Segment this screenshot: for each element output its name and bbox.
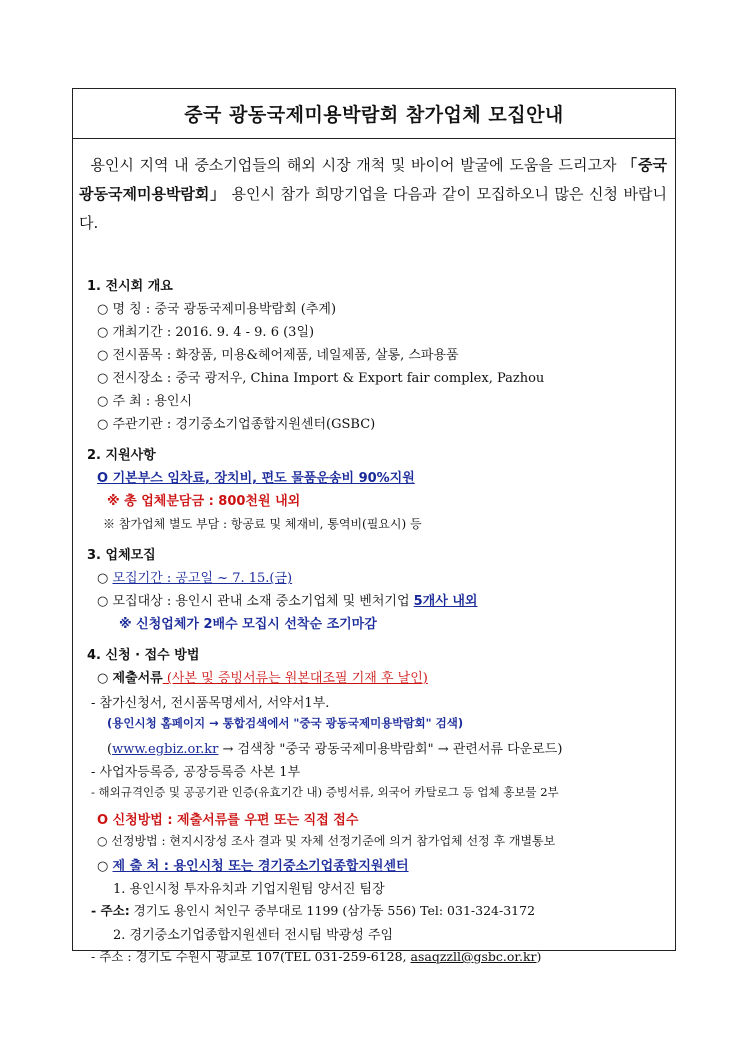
contact-email[interactable]: asaqzzll@gsbc.or.kr bbox=[410, 949, 537, 964]
submission-place: 제 출 처 : 용인시청 또는 경기중소기업종합지원센터 bbox=[112, 859, 409, 874]
doc2: - 사업자등록증, 공장등록증 사본 1부 bbox=[91, 765, 301, 780]
s1-item-products: ○ 전시품목 : 화장품, 미용&헤어제품, 네일제품, 살롱, 스파용품 bbox=[97, 348, 459, 363]
section3-heading: 3. 업체모집 bbox=[87, 548, 156, 563]
early-close-note: ※ 신청업체가 2배수 모집시 선착순 조기마감 bbox=[119, 617, 377, 632]
section2-heading: 2. 지원사항 bbox=[87, 448, 156, 463]
s1-item-period: ○ 개최기간 : 2016. 9. 4 - 9. 6 (3일) bbox=[97, 325, 315, 340]
s1-item-host: ○ 주 최 : 용인시 bbox=[97, 394, 193, 409]
docs-line bbox=[97, 667, 428, 686]
application-method: O 신청방법 : 제출서류를 우편 또는 직접 접수 bbox=[97, 813, 359, 828]
contact2: 2. 경기중소기업종합지원센터 전시팀 박광성 주임 bbox=[113, 928, 394, 943]
target-line bbox=[97, 590, 477, 609]
document-title: 중국 광동국제미용박람회 참가업체 모집안내 bbox=[73, 89, 675, 139]
burden-amount: ※ 총 업체분담금 : 800천원 내외 bbox=[107, 494, 301, 509]
target-text: ○ 모집대상 : 용인시 관내 소재 중소기업체 및 벤처기업 bbox=[97, 594, 414, 609]
intro-paragraph bbox=[79, 151, 667, 238]
addr1-line bbox=[91, 901, 535, 919]
doc1-alt: (www.egbiz.or.kr → 검색창 "중국 광동국제미용박람회" → 관련서류 다운로드) bbox=[107, 742, 563, 757]
addr2-pre: - 주소 : 경기도 수원시 광교로 107(TEL 031-259-6128, bbox=[91, 949, 411, 964]
period-bullet: ○ bbox=[97, 571, 113, 586]
egbiz-link[interactable]: www.egbiz.or.kr bbox=[112, 742, 219, 757]
section1-heading: 1. 전시회 개요 bbox=[87, 279, 173, 294]
doc3: - 해외규격인증 및 공공기관 인증(유효기간 내) 증빙서류, 외국어 카탈로그 등 업체 홍보물 2부 bbox=[91, 785, 559, 799]
addr1: 경기도 용인시 처인구 중부대로 1199 (삼가동 556) Tel: 031-324-3172 bbox=[129, 903, 536, 918]
contact1: 1. 용인시청 투자유치과 기업지원팀 양서진 팀장 bbox=[113, 882, 385, 897]
addr1-label: - 주소: bbox=[91, 903, 130, 918]
addr2-post: ) bbox=[536, 949, 542, 964]
s1-item-venue: ○ 전시장소 : 중국 광저우, China Import & Export fair complex, Pazhou bbox=[97, 371, 545, 386]
place-bullet: ○ bbox=[97, 859, 113, 874]
support-items: O 기본부스 임차료, 장치비, 편도 물품운송비 90%지원 bbox=[97, 471, 415, 486]
intro-highlight: 「중국 광동국제미용박람회」 bbox=[79, 156, 667, 203]
period-line bbox=[97, 567, 292, 586]
target-count: 5개사 내외 bbox=[413, 594, 478, 609]
doc1-how: (용인시청 홈페이지 → 통합검색에서 "중국 광동국제미용박람회" 검색) bbox=[107, 716, 464, 730]
place-line bbox=[97, 855, 409, 874]
section4-heading: 4. 신청 · 접수 방법 bbox=[87, 648, 200, 663]
selection-method: ○ 선정방법 : 현지시장성 조사 결과 및 자체 선정기준에 의거 참가업체 선정 후 개별통보 bbox=[97, 834, 556, 848]
intro-after: 용인시 참가 희망기업을 다음과 같이 모집하오니 많은 신청 바랍니다. bbox=[79, 185, 667, 232]
docs-bullet: ○ bbox=[97, 671, 113, 686]
s1-item-organizer: ○ 주관기관 : 경기중소기업종합지원센터(GSBC) bbox=[97, 417, 376, 432]
docs-label: 제출서류 bbox=[112, 671, 163, 686]
s1-item-name: ○ 명 칭 : 중국 광동국제미용박람회 (추계) bbox=[97, 302, 337, 317]
doc1: - 참가신청서, 전시품목명세서, 서약서1부. bbox=[91, 696, 330, 711]
intro-before: 용인시 지역 내 중소기업들의 해외 시장 개척 및 바이어 발굴에 도움을 드리고자 bbox=[90, 156, 623, 174]
notice-frame bbox=[72, 88, 676, 964]
period-text: 모집기간 : 공고일 ~ 7. 15.(금) bbox=[112, 571, 293, 586]
docs-note: (사본 및 증빙서류는 원본대조필 기재 후 날인) bbox=[162, 671, 428, 686]
addr2-line bbox=[91, 947, 541, 965]
doc1-alt-rest: → 검색창 "중국 광동국제미용박람회" → 관련서류 다운로드) bbox=[218, 742, 563, 757]
burden-note: ※ 참가업체 별도 부담 : 항공료 및 체재비, 통역비(필요시) 등 bbox=[103, 517, 422, 531]
